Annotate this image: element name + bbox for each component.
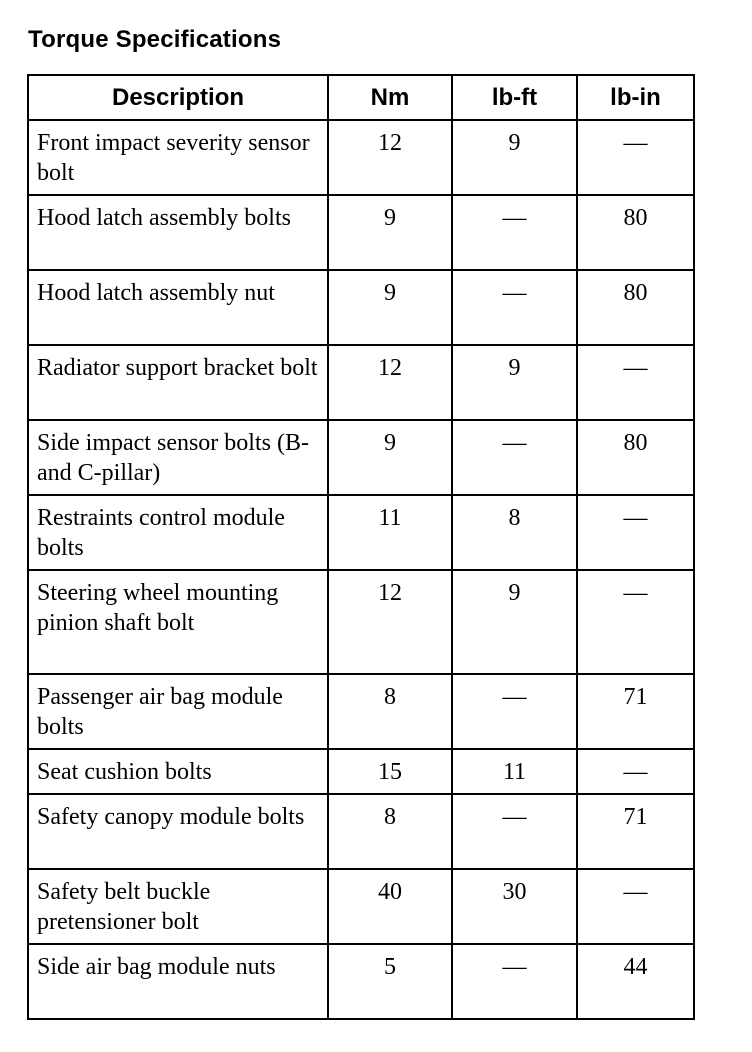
torque-spec-table <box>27 74 695 1020</box>
table-row <box>28 749 694 794</box>
cell-nm: 40 <box>328 869 452 944</box>
cell-lbft: 9 <box>452 570 577 674</box>
cell-description: Seat cushion bolts <box>28 749 328 794</box>
cell-description: Front impact severity sensor bolt <box>28 120 328 195</box>
cell-nm: 9 <box>328 195 452 270</box>
cell-description: Steering wheel mounting pinion shaft bolt <box>28 570 328 674</box>
table-row <box>28 270 694 345</box>
column-header-lbin: lb-in <box>577 75 694 120</box>
cell-lbin: — <box>577 120 694 195</box>
cell-nm: 15 <box>328 749 452 794</box>
cell-description: Side impact sensor bolts (B- and C-pillar) <box>28 420 328 495</box>
cell-description: Radiator support bracket bolt <box>28 345 328 420</box>
cell-lbft: — <box>452 420 577 495</box>
cell-lbft: — <box>452 944 577 1019</box>
table-row <box>28 794 694 869</box>
cell-description: Hood latch assembly nut <box>28 270 328 345</box>
cell-lbin: — <box>577 749 694 794</box>
cell-nm: 11 <box>328 495 452 570</box>
cell-lbin: 80 <box>577 270 694 345</box>
table-header-row <box>28 75 694 120</box>
table-row <box>28 869 694 944</box>
cell-description: Hood latch assembly bolts <box>28 195 328 270</box>
cell-lbft: 11 <box>452 749 577 794</box>
cell-nm: 5 <box>328 944 452 1019</box>
cell-description: Side air bag module nuts <box>28 944 328 1019</box>
cell-description: Safety canopy module bolts <box>28 794 328 869</box>
cell-lbft: — <box>452 794 577 869</box>
column-header-lbft: lb-ft <box>452 75 577 120</box>
cell-lbft: 9 <box>452 120 577 195</box>
cell-description: Safety belt buckle pretensioner bolt <box>28 869 328 944</box>
cell-lbft: 30 <box>452 869 577 944</box>
cell-nm: 12 <box>328 570 452 674</box>
cell-lbin: — <box>577 570 694 674</box>
cell-lbft: 9 <box>452 345 577 420</box>
cell-lbin: 80 <box>577 195 694 270</box>
table-row <box>28 674 694 749</box>
cell-lbin: 71 <box>577 794 694 869</box>
table-row <box>28 495 694 570</box>
page-title: Torque Specifications <box>28 26 282 53</box>
table-row <box>28 195 694 270</box>
cell-lbin: 80 <box>577 420 694 495</box>
cell-nm: 12 <box>328 120 452 195</box>
cell-lbin: — <box>577 495 694 570</box>
table-row <box>28 420 694 495</box>
column-header-nm: Nm <box>328 75 452 120</box>
cell-lbft: — <box>452 674 577 749</box>
cell-lbin: 71 <box>577 674 694 749</box>
cell-lbin: — <box>577 869 694 944</box>
cell-lbin: 44 <box>577 944 694 1019</box>
cell-nm: 12 <box>328 345 452 420</box>
cell-nm: 8 <box>328 794 452 869</box>
table-row <box>28 570 694 674</box>
table-row <box>28 345 694 420</box>
column-header-description: Description <box>28 75 328 120</box>
table-row <box>28 120 694 195</box>
cell-lbin: — <box>577 345 694 420</box>
cell-nm: 9 <box>328 420 452 495</box>
cell-description: Passenger air bag module bolts <box>28 674 328 749</box>
cell-description: Restraints control module bolts <box>28 495 328 570</box>
table-row <box>28 944 694 1019</box>
cell-nm: 9 <box>328 270 452 345</box>
cell-lbft: 8 <box>452 495 577 570</box>
cell-nm: 8 <box>328 674 452 749</box>
cell-lbft: — <box>452 195 577 270</box>
cell-lbft: — <box>452 270 577 345</box>
